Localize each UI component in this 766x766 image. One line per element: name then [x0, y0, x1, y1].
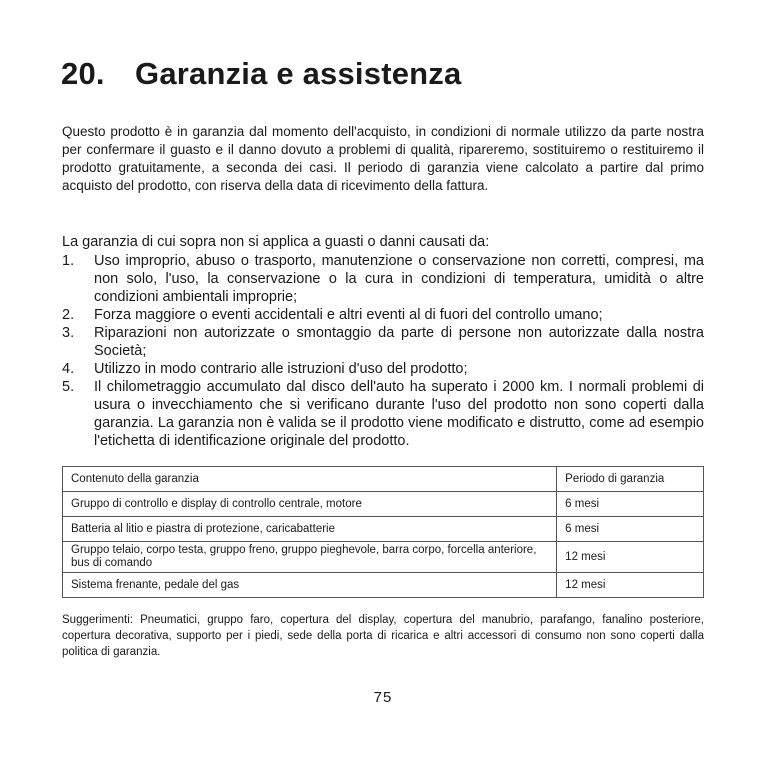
list-item-number: 2.: [62, 307, 75, 323]
intro-paragraph: Questo prodotto è in garanzia dal momento dell'acquisto, in condizioni di normale utilizzo da parte nostra per confermare il guasto e il danno dovuto a problemi di qualità, ripareremo, sostituiremo o restituiremo il prodotto gratuitamente, a seconda dei casi. Il periodo di garanzia viene calcolato a partire dal primo acquisto del prodotto, con riserva della data di ricevimento della fattura.: [62, 124, 704, 193]
list-item: [62, 324, 704, 360]
table-row: [63, 542, 704, 573]
list-item-text: Riparazioni non autorizzate o smontaggio da parte di persone non autorizzate dalla nostra Società;: [94, 325, 704, 359]
table-cell-content: Gruppo telaio, corpo testa, gruppo freno, gruppo pieghevole, barra corpo, forcella anteriore, bus di comando: [63, 542, 557, 573]
warranty-table: [62, 466, 704, 598]
table-row: [63, 573, 704, 598]
table-row: [63, 492, 704, 517]
list-item: [62, 306, 704, 324]
list-item-number: 3.: [62, 325, 75, 341]
list-item: [62, 252, 704, 306]
exclusions-lead: La garanzia di cui sopra non si applica a guasti o danni causati da:: [62, 234, 490, 250]
page-number: 75: [373, 689, 393, 706]
section-number: 20.: [61, 56, 105, 91]
table-header-content: Contenuto della garanzia: [63, 467, 557, 492]
table-header-period: Periodo di garanzia: [557, 467, 704, 492]
section-title-text: Garanzia e assistenza: [135, 56, 462, 91]
list-item: [62, 360, 704, 378]
table-row: [63, 517, 704, 542]
suggestions-note: Suggerimenti: Pneumatici, gruppo faro, copertura del display, copertura del manubrio, parafango, fanalino posteriore, copertura decorativa, supporto per i piedi, sede della porta di ricarica e altri accessori di consumo non sono coperti dalla politica di garanzia.: [62, 614, 704, 658]
page-title: [61, 56, 461, 92]
list-item-text: Uso improprio, abuso o trasporto, manutenzione o conservazione non corretti, compresi, ma non solo, l'uso, la conservazione o la cura in condizioni di temperatura, umidità o altre condizioni ambientali improprie;: [94, 253, 704, 305]
table-cell-content: Batteria al litio e piastra di protezione, caricabatterie: [63, 517, 557, 542]
table-cell-content: Gruppo di controllo e display di controllo centrale, motore: [63, 492, 557, 517]
list-item-text: Il chilometraggio accumulato dal disco dell'auto ha superato i 2000 km. I normali problemi di usura o invecchiamento che si verificano durante l'uso del prodotto non sono coperti dalla garanzia. La garanzia non è valida se il prodotto viene modificato e distrutto, come ad esempio l'etichetta di identificazione originale del prodotto.: [94, 379, 704, 449]
list-item-text: Utilizzo in modo contrario alle istruzioni d'uso del prodotto;: [94, 361, 468, 377]
table-cell-period: 12 mesi: [557, 573, 704, 598]
list-item: [62, 378, 704, 450]
table-header-row: [63, 467, 704, 492]
table-cell-period: 6 mesi: [557, 492, 704, 517]
table-cell-period: 12 mesi: [557, 542, 704, 573]
table-cell-period: 6 mesi: [557, 517, 704, 542]
table-cell-content: Sistema frenante, pedale del gas: [63, 573, 557, 598]
list-item-number: 1.: [62, 253, 75, 269]
list-item-text: Forza maggiore o eventi accidentali e altri eventi al di fuori del controllo umano;: [94, 307, 603, 323]
list-item-number: 5.: [62, 379, 75, 395]
exclusions-list: [62, 252, 704, 450]
list-item-number: 4.: [62, 361, 75, 377]
